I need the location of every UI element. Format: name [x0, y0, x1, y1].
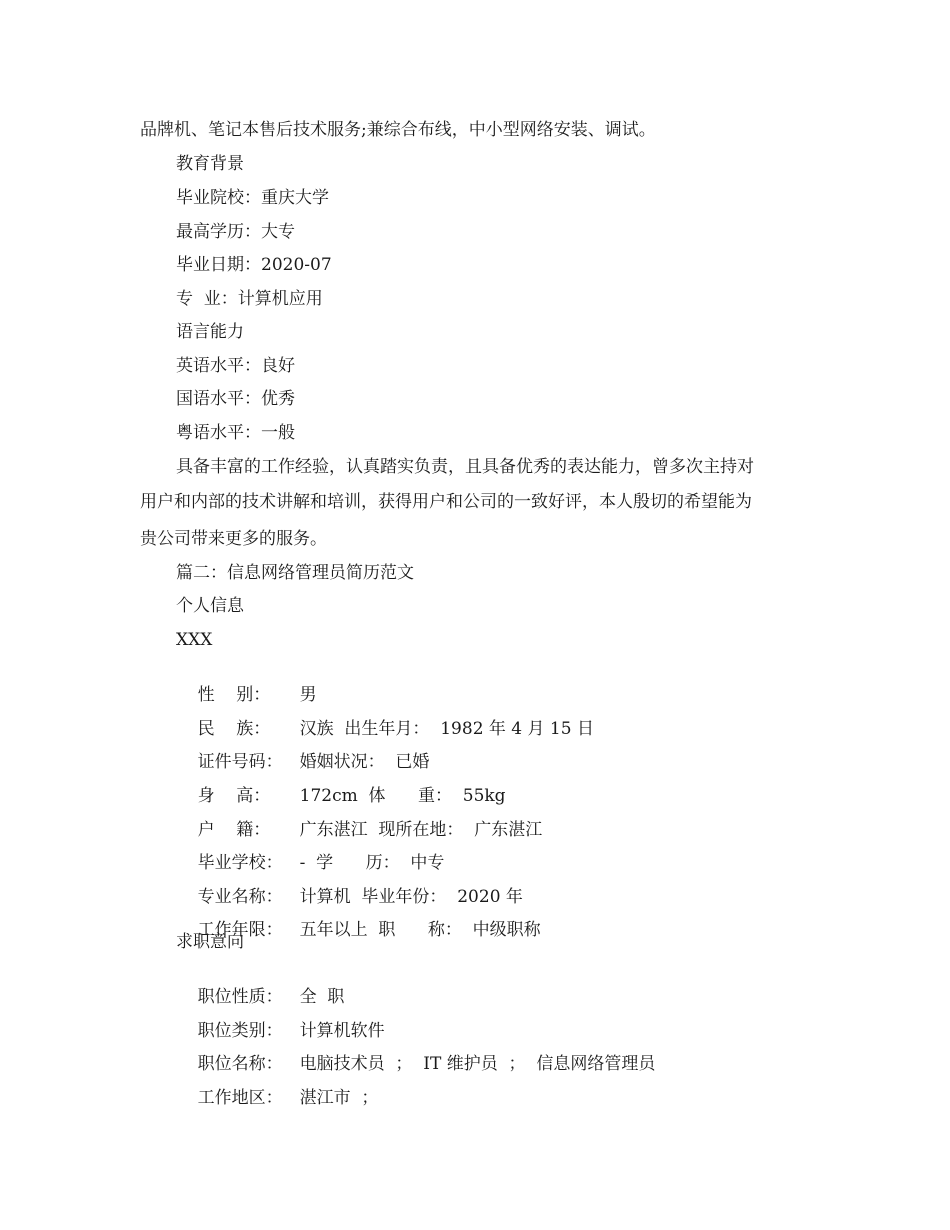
- summary-line-1: 具备丰富的工作经验，认真踏实负责，且具备优秀的表达能力，曾多次主持对: [176, 457, 754, 477]
- hukou-label: 户 籍：: [197, 820, 271, 840]
- education-degree: 最高学历：大专: [176, 222, 295, 242]
- id-label: 证件号码：: [197, 752, 283, 772]
- height-value: 172cm 体 重： 55kg: [299, 786, 506, 806]
- language-mandarin: 国语水平：优秀: [176, 389, 295, 409]
- title-value: 电脑技术员 ； IT 维护员 ； 信息网络管理员: [299, 1054, 656, 1074]
- personal-name: XXX: [176, 630, 213, 650]
- intro-tail-line: 品牌机、笔记本售后技术服务;兼综合布线，中小型网络安装、调试。: [140, 120, 656, 140]
- intent-area-row: [176, 1065, 378, 1131]
- summary-line-2: 用户和内部的技术讲解和培训，获得用户和公司的一致好评，本人殷切的希望能为: [140, 492, 752, 512]
- education-major: 专 业：计算机应用: [176, 289, 323, 309]
- school-label: 毕业学校：: [197, 853, 283, 873]
- education-heading: 教育背景: [176, 154, 244, 174]
- height-label: 身 高：: [197, 786, 271, 806]
- intent-heading: 求职意向: [176, 932, 244, 952]
- education-grad-date: 毕业日期：2020-07: [176, 255, 332, 275]
- gender-label: 性 别：: [197, 685, 271, 705]
- section2-title: 篇二：信息网络管理员简历范文: [176, 563, 414, 583]
- language-heading: 语言能力: [176, 322, 244, 342]
- personal-heading: 个人信息: [176, 596, 244, 616]
- personal-years-row: [176, 897, 541, 963]
- gender-value: 男: [299, 685, 317, 705]
- summary-line-3: 贵公司带来更多的服务。: [140, 529, 327, 549]
- title-label: 职位名称：: [197, 1054, 283, 1074]
- nature-label: 职位性质：: [197, 987, 283, 1007]
- nature-value: 全 职: [299, 987, 345, 1007]
- area-label: 工作地区：: [197, 1088, 283, 1108]
- school-value: - 学 历： 中专: [299, 853, 445, 873]
- hukou-value: 广东湛江 现所在地： 广东湛江: [299, 820, 543, 840]
- ethnic-value: 汉族 出生年月： 1982 年 4 月 15 日: [299, 719, 594, 739]
- major-label: 专业名称：: [197, 887, 283, 907]
- education-school: 毕业院校：重庆大学: [176, 188, 329, 208]
- area-value: 湛江市 ；: [299, 1088, 379, 1108]
- years-value: 五年以上 职 称： 中级职称: [299, 920, 541, 940]
- category-label: 职位类别：: [197, 1021, 283, 1041]
- years-label: 工作年限：: [197, 920, 283, 940]
- id-value: 婚姻状况： 已婚: [299, 752, 430, 772]
- category-value: 计算机软件: [299, 1021, 385, 1041]
- major-value: 计算机 毕业年份： 2020 年: [299, 887, 523, 907]
- ethnic-label: 民 族：: [197, 719, 271, 739]
- language-english: 英语水平：良好: [176, 356, 295, 376]
- language-cantonese: 粤语水平：一般: [176, 423, 295, 443]
